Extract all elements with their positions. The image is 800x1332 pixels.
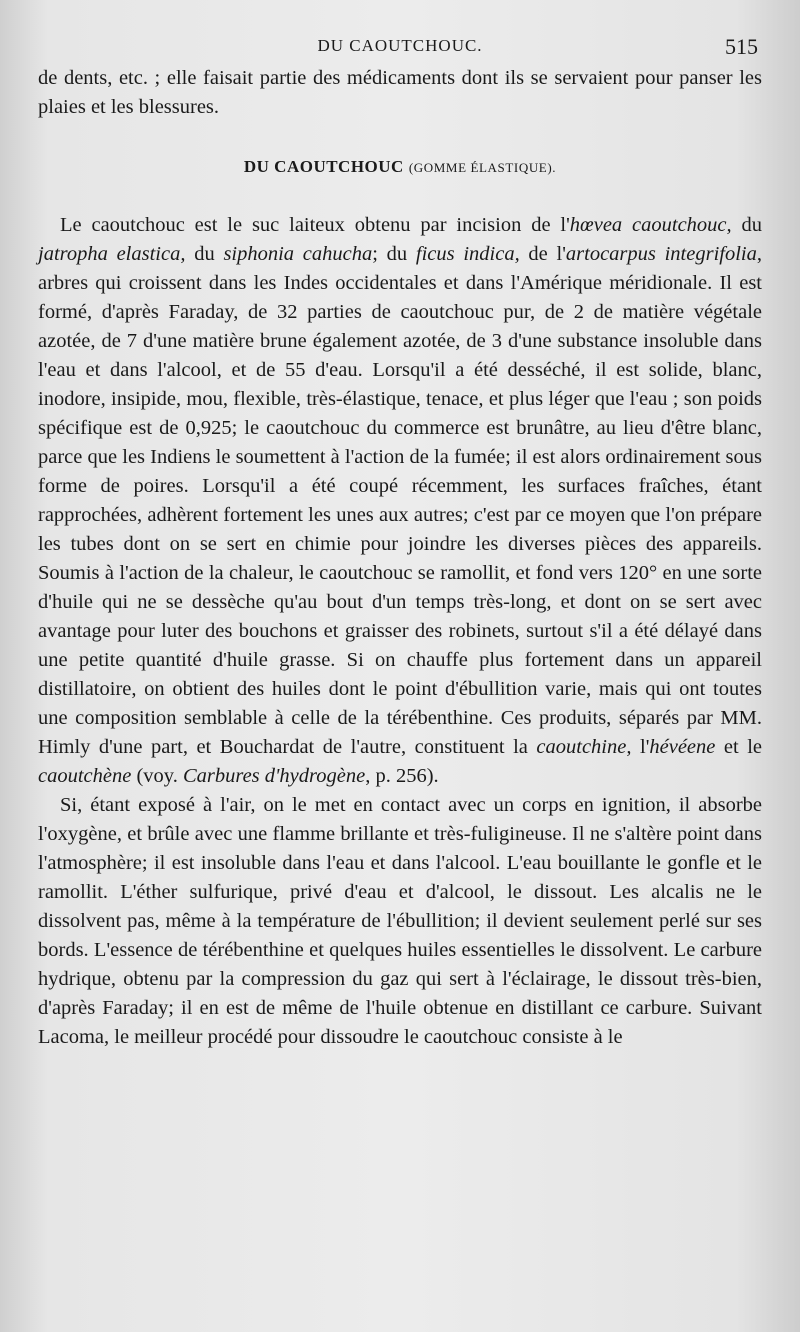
text-run: du	[731, 214, 762, 236]
italic-term: hévéene	[649, 736, 716, 758]
text-run: , arbres qui croissent dans les Indes occidentales et dans l'Amérique méridionale. Il est formé, d'après Faraday, de 32 parties de caoutchouc pur, de 2 de matière végétale azotée, de 7 d'une matière brune également azotée, de 3 d'une substance insoluble dans l'eau et dans l'alcool, et de 55 d'eau. Lorsqu'il a été desséché, il est solide, blanc, inodore, insipide, mou, flexible, très-élastique, tenace, et plus léger que l'eau ; son poids spécifique est de 0,925; le caoutchouc du commerce est brunâtre, au lieu d'être blanc, parce que les Indiens le soumettent à l'action de la fumée; il est alors ordinairement sous forme de poires. Lorsqu'il a été coupé récemment, les surfaces fraîches, étant rapprochées, adhèrent fortement les unes aux autres; c'est par ce moyen que l'on prépare les tubes dont on se sert en chimie pour joindre les diverses pièces des appareils. Soumis à l'action de la chaleur, le caoutchouc se ramollit, et fond vers 120° en une sorte d'huile qui ne se dessèche qu'au bout d'un temps très-long, et dont on se sert avec avantage pour luter des bouchons et graisser des robinets, surtout s'il a été délayé dans une petite quantité d'huile grasse. Si on chauffe plus fortement dans un appareil distillatoire, on obtient des huiles dont le point d'ébullition varie, mais qui ont toutes une composition semblable à celle de la térébenthine. Ces produits, séparés par MM. Himly d'une part, et Bouchardat de l'autre, constituent la	[38, 243, 762, 758]
body-text	[38, 64, 762, 1052]
italic-term: caoutchène	[38, 765, 132, 787]
italic-term: artocarpus integrifolia	[565, 243, 757, 265]
text-run: et le	[715, 736, 763, 758]
text-run: de l'	[519, 243, 566, 265]
italic-term: caoutchine,	[536, 736, 632, 758]
paragraph-caoutchouc-description	[38, 211, 762, 791]
section-subtitle: (GOMME ÉLASTIQUE).	[408, 160, 557, 175]
page-number: 515	[725, 34, 758, 59]
italic-term: jatropha elastica,	[38, 243, 186, 265]
text-run: du	[185, 243, 224, 265]
italic-term: ficus indica,	[415, 243, 520, 265]
intro-paragraph: de dents, etc. ; elle faisait partie des médicaments dont ils se servaient pour panser les plaies et les blessures.	[38, 67, 762, 118]
section-heading	[38, 152, 762, 182]
text-run: , p. 256).	[365, 765, 439, 787]
text-run: Le caoutchouc est le suc laiteux obtenu par incision de l'	[60, 214, 570, 236]
text-run: (voy.	[131, 765, 183, 787]
italic-term: siphonia cahucha	[223, 243, 373, 265]
running-title: DU CAOUTCHOUC.	[317, 36, 483, 55]
text-run: l'	[631, 736, 650, 758]
page-header	[38, 34, 762, 62]
section-title: DU CAOUTCHOUC	[243, 157, 404, 176]
italic-term: hœvea caoutchouc,	[569, 214, 732, 236]
italic-term: Carbures d'hydrogène	[182, 765, 366, 787]
paragraph-caoutchouc-properties: Si, étant exposé à l'air, on le met en contact avec un corps en ignition, il absorbe l'oxygène, et brûle avec une flamme brillante et très-fuligineuse. Il ne s'altère point dans l'atmosphère; il est insoluble dans l'eau et dans l'alcool. L'eau bouillante le gonfle et le ramollit. L'éther sulfurique, privé d'eau et d'alcool, le dissout. Les alcalis ne le dissolvent pas, même à la température de l'ébullition; il devient seulement perlé sur ses bords. L'essence de térébenthine et quelques huiles essentielles le dissolvent. Le carbure hydrique, obtenu par la compression du gaz qui sert à l'éclairage, le dissout très-bien, d'après Faraday; il en est de même de l'huile obtenue en distillant ce carbure. Suivant Lacoma, le meilleur procédé pour dissoudre le caoutchouc consiste à le	[38, 794, 762, 1048]
text-run: ; du	[372, 243, 416, 265]
